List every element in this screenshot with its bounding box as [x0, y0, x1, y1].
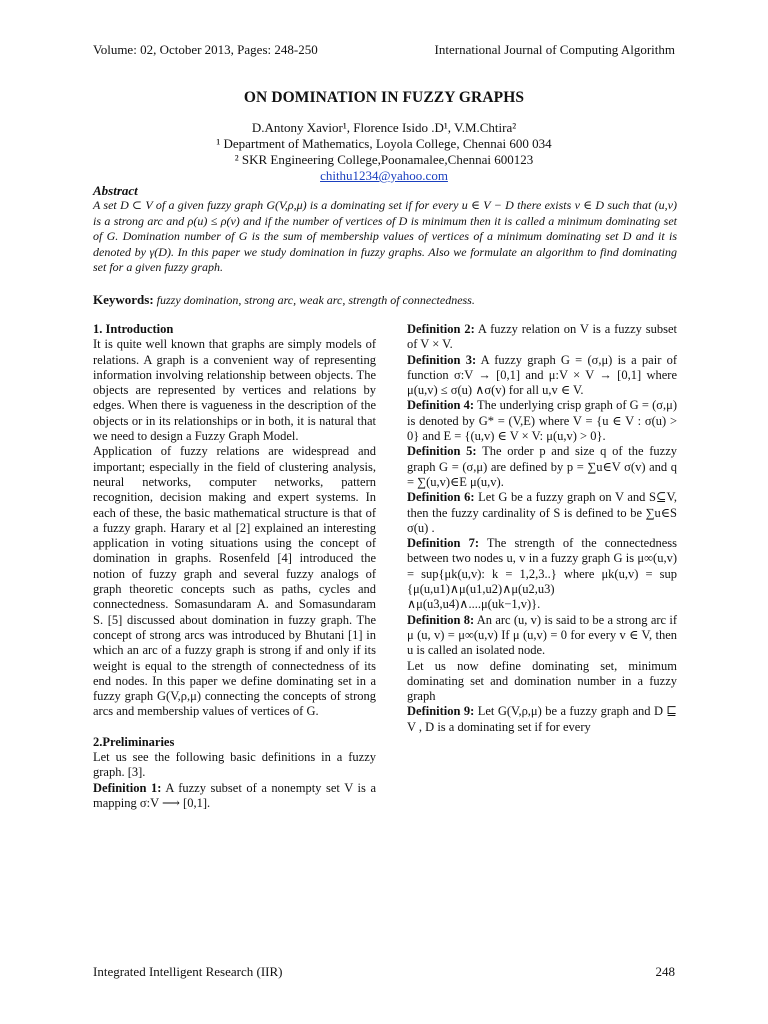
- dominating-set-intro: Let us now define dominating set, minimum dominating set and domination number in a fuzzy graph: [407, 658, 677, 704]
- definition-3-label: Definition 3:: [407, 352, 477, 367]
- header-journal: International Journal of Computing Algorithm: [434, 42, 675, 57]
- keywords: [93, 292, 677, 308]
- definition-3-text: A fuzzy graph G = (σ,μ) is a pair of function σ:V → [0,1] and μ:V × V → [0,1] where μ(u,v) ≤ σ(u) ∧σ(v) for all u,v ∈ V.: [407, 352, 677, 398]
- definition-7-text: The strength of the connectedness between two nodes u, v in a fuzzy graph G is μ∞(u,v) = sup{μk(u,v): k = 1,2,3..} where μk(u,v) = sup {μ(u,u1)∧μ(u1,u2)∧μ(u2,u3) ∧μ(u3,u4)∧....μ(uk−1,v)}.: [407, 536, 677, 612]
- definition-1-text: A fuzzy subset of a nonempty set V is a mapping σ:V ⟶ [0,1].: [93, 780, 376, 810]
- keywords-label: Keywords:: [93, 292, 154, 307]
- definition-9: [407, 704, 677, 735]
- definition-6-text: Let G be a fuzzy graph on V and S⊆V, then the fuzzy cardinality of S is defined to be ∑u∈S σ(u) .: [407, 490, 678, 535]
- definition-2-label: Definition 2:: [407, 322, 475, 336]
- abstract-text: A set D ⊂ V of a given fuzzy graph G(V,ρ,μ) is a dominating set if for every u ∈ V − D there exists v ∈ D such that (u,v) is a strong arc and ρ(u) ≤ ρ(v) and if the number of vertices of D is minimum then it is called a minimum dominating set of G. Domination number of G is the sum of membership values of vertices of a minimum dominating set D and it is denoted by γ(D). In this paper we study domination in fuzzy graphs. Also we formulate an algorithm to find dominating set for a given fuzzy graph.: [93, 198, 677, 274]
- definition-9-label: Definition 9:: [407, 704, 475, 719]
- definition-4-text: The underlying crisp graph of G = (σ,μ) is denoted by G* = (V,E) where V = {u ∈ V : σ(u) > 0} and E = {(u,v) ∈ V × V: μ(u,v) > 0}.: [407, 398, 677, 444]
- definition-8-text: An arc (u, v) is said to be a strong arc if μ (u, v) = μ∞(u,v) If μ (u,v) = 0 for every v ∈ V, then u is called an isolated node.: [407, 612, 677, 658]
- affiliation-1: ¹ Department of Mathematics, Loyola College, Chennai 600 034: [216, 136, 552, 151]
- author-block: [0, 120, 768, 184]
- definition-6: [407, 490, 677, 536]
- definition-8: [407, 613, 677, 659]
- header-volume: Volume: 02, October 2013, Pages: 248-250: [93, 42, 318, 57]
- author-names: D.Antony Xavior¹, Florence Isido .D¹, V.M.Chtira²: [251, 120, 517, 135]
- definition-7: [407, 536, 677, 612]
- definition-2: [407, 322, 677, 353]
- intro-paragraph-1: It is quite well known that graphs are simply models of relations. A graph is a convenient way of representing information involving relationship between objects. The objects are represented by vertices and relations by edges. When there is vagueness in the description of the objects or in its relationships or in both, it is natural that we need to design a Fuzzy Graph Model.: [93, 337, 376, 444]
- abstract-heading: Abstract: [93, 183, 138, 198]
- left-column: [93, 322, 376, 811]
- running-header: [93, 42, 675, 58]
- keywords-text: fuzzy domination, strong arc, weak arc, strength of connectedness.: [156, 293, 475, 307]
- definition-5: [407, 444, 677, 490]
- definition-6-label: Definition 6:: [407, 490, 475, 505]
- definition-5-text: The order p and size q of the fuzzy graph G = (σ,μ) are defined by p = ∑u∈V σ(v) and q = ∑(u,v)∈E μ(u,v).: [407, 444, 677, 489]
- intro-paragraph-2: Application of fuzzy relations are widespread and important; especially in the field of clustering analysis, neural networks, computer networks, pattern recognition, decision making and expert systems. In each of these, the basic mathematical structure is that of a fuzzy graph. Harary et al [2] explained an interesting application in voting situations using the concept of domination in graphs. Rosenfeld [4] introduced the notion of fuzzy graph and several fuzzy analogs of graph theoretic concepts such as paths, cycles and connectedness. Somasundaram A. and Somasundaram S. [5] discussed about domination in fuzzy graph. The concept of strong arcs was introduced by Bhutani [1] in which an arc of a fuzzy graph is strong if and only if its weight is equal to the strength of connectedness of its end nodes. In this paper we define dominating set in a fuzzy graph G(V,ρ,μ) connecting the concepts of strong arcs and membership values of vertices of G.: [93, 444, 376, 719]
- footer-publisher: Integrated Intelligent Research (IIR): [93, 964, 283, 979]
- author-email-link[interactable]: chithu1234@yahoo.com: [320, 168, 448, 183]
- page-number: 248: [655, 964, 675, 979]
- definition-5-label: Definition 5:: [407, 444, 477, 459]
- definition-2-text: A fuzzy relation on V is a fuzzy subset of V × V.: [407, 322, 678, 352]
- definition-1: [93, 781, 376, 812]
- running-footer: [93, 964, 675, 980]
- intro-heading: 1. Introduction: [93, 322, 174, 336]
- definition-4-label: Definition 4:: [407, 398, 475, 413]
- right-column: [407, 322, 677, 735]
- paper-title: ON DOMINATION IN FUZZY GRAPHS: [243, 89, 525, 106]
- definition-1-label: Definition 1:: [93, 780, 162, 795]
- definition-7-label: Definition 7:: [407, 536, 480, 551]
- definition-8-label: Definition 8:: [407, 612, 475, 627]
- definition-9-text: Let G(V,ρ,μ) be a fuzzy graph and D ⊑ V , D is a dominating set if for every: [407, 704, 677, 734]
- affiliation-2: ² SKR Engineering College,Poonamalee,Chennai 600123: [234, 152, 534, 167]
- definition-4: [407, 398, 677, 444]
- preliminaries-paragraph: Let us see the following basic definitions in a fuzzy graph. [3].: [93, 750, 376, 780]
- definition-3: [407, 353, 677, 399]
- preliminaries-heading: 2.Preliminaries: [93, 734, 175, 749]
